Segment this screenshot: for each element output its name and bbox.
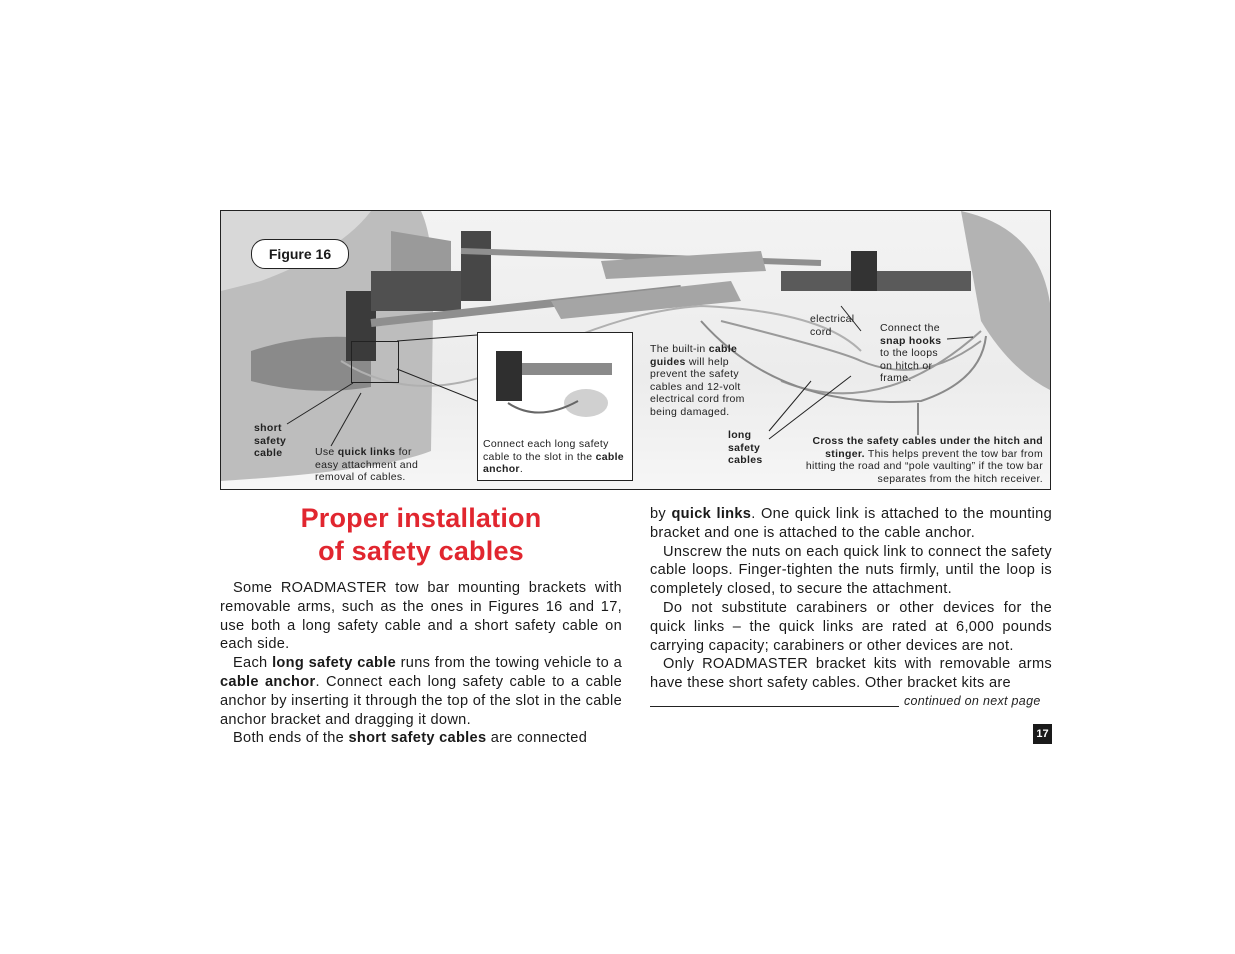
label-snap-hooks: Connect the snap hooks to the loops on hitch or frame. — [880, 322, 942, 384]
figure-badge: Figure 16 — [251, 239, 349, 269]
label-cross-cables: Cross the safety cables under the hitch and stinger. This helps prevent the tow bar from hitting the road and “pole vaulting” if the tow bar separates from the hitch receiver. — [805, 435, 1043, 485]
right-paragraph-1: by quick links. One quick link is attached to the mounting bracket and one is attached to the cable anchor. — [650, 506, 1052, 541]
page-number: 17 — [1033, 724, 1052, 744]
continued-rule — [650, 706, 899, 707]
right-paragraph-2: Unscrew the nuts on each quick link to connect the safety cable loops. Finger-tighten the nuts firmly, until the loop is completely closed, to secure the attachment. — [650, 543, 1052, 598]
section-title: Proper installation of safety cables — [300, 503, 542, 566]
label-cable-guides: The built-in cable guides will help prevent the safety cables and 12-volt electrical cord from being damaged. — [650, 343, 745, 418]
figure-16 — [220, 210, 1051, 490]
label-electrical-cord: electrical cord — [810, 313, 855, 338]
label-quick-links: Use quick links for easy attachment and removal of cables. — [315, 446, 419, 483]
right-paragraph-4: Only ROADMASTER bracket kits with removable arms have these short safety cables. Other bracket kits are — [650, 656, 1052, 692]
left-paragraph-3: Both ends of the short safety cables are connected — [233, 730, 588, 747]
label-cable-anchor: Connect each long safety cable to the slot in the cable anchor. — [483, 438, 624, 475]
label-long-safety-cables: long safety cables — [728, 429, 763, 466]
label-short-safety-cable: short safety cable — [254, 422, 287, 459]
left-paragraph-1: Some ROADMASTER tow bar mounting brackets with removable arms, such as the ones in Figures 16 and 17, use both a long safety cable and a short safety cable on each side. — [220, 580, 622, 653]
left-column — [220, 579, 622, 748]
left-paragraph-2: Each long safety cable runs from the towing vehicle to a cable anchor. Connect each long safety cable to a cable anchor by inserting it through the top of the slot in the cable anchor bracket and dragging it down. — [220, 655, 623, 728]
right-paragraph-3: Do not substitute carabiners or other devices for the quick links – the quick links are rated at 6,000 pounds carrying capacity; carabiners or other devices are not. — [650, 599, 1052, 654]
right-column — [650, 505, 1052, 693]
zoom-indicator — [351, 341, 399, 383]
continued-note: continued on next page — [904, 694, 1041, 708]
cable-anchor-photo — [478, 333, 632, 433]
